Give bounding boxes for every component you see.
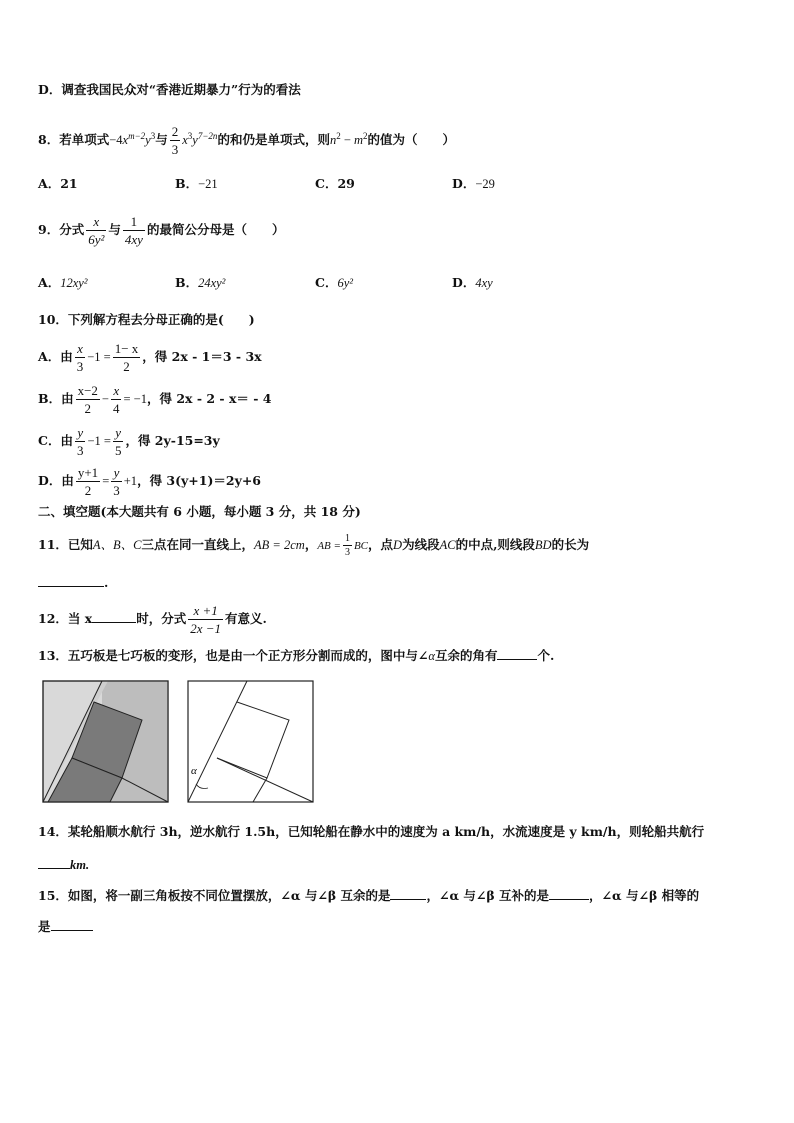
q8-suffix: 的值为（ ） (367, 132, 456, 147)
q9-option-b: B．24xy² (175, 275, 226, 290)
q9-f2-den: 4xy (124, 232, 143, 247)
q8-var-x: x (122, 133, 129, 147)
q8-var-y: y (145, 133, 151, 147)
q15-blank-2[interactable] (549, 888, 589, 900)
q9-prefix: 9．分式 (38, 222, 85, 237)
q9-stem (38, 214, 284, 247)
q8-frac-num: 2 (171, 124, 179, 139)
q9-option-d: D．4xy (452, 275, 493, 290)
q9-suffix: 的最简公分母是（ ） (146, 222, 285, 237)
q13-figure-outline (187, 680, 315, 804)
q14-stem: 14．某轮船顺水航行 3h，逆水航行 1.5h，已知轮船在静水中的速度为 a km/h，水流速度是 y km/h，则轮船共航行 (38, 824, 705, 839)
q8-var-m: m (354, 133, 364, 147)
section-heading: 二、填空题(本大题共有 6 小题，每小题 3 分，共 18 分) (38, 504, 361, 519)
q13-blank[interactable] (497, 648, 537, 660)
q12-blank[interactable] (92, 611, 136, 623)
q9-fraction-2 (123, 214, 145, 247)
q8-mid: 与 (155, 132, 168, 147)
q13-alpha-label: α (191, 765, 197, 777)
q9-option-a: A．12xy² (38, 275, 88, 290)
q8-exp-b: 7−2n (197, 130, 218, 141)
q10-option-c: C．由 $\frac{y}{3}$ −1 = $\frac{y}{5}$ ，得 2y-15=3y (38, 425, 220, 458)
q8-frac-den: 3 (171, 142, 179, 157)
q14-answer-line: km. (38, 857, 89, 872)
q7-option-d: D．调查我国民众对“香港近期暴力”行为的看法 (38, 82, 301, 97)
q14-blank[interactable] (38, 857, 70, 869)
q8-exp-2a: 2 (336, 130, 341, 141)
q8-fraction (170, 124, 181, 157)
q8-option-b: B．−21 (175, 176, 218, 191)
q15-blank-1[interactable] (390, 888, 426, 900)
q8-stem: 8．若单项式$-4x^{m-2}y^3$与 $\frac{2}{3}$ $x^3y^{7-2n}$的和仍是单项式，则$n^2 - m^2$的值为（ ） (38, 124, 456, 157)
q10-stem: 10．下列解方程去分母正确的是( ) (38, 312, 255, 327)
q12-stem: 12．当 x 时，分式 $\frac{x +1}{2x -1}$ 有意义. (38, 603, 267, 636)
q9-f1-den: 6y² (88, 232, 105, 247)
q15-answer-line: 是 (38, 919, 93, 934)
q10-option-b: B．由 $\frac{x-2}{2}$ − $\frac{x}{4}$ = −1，得 2x - 2 - x＝ - 4 (38, 383, 272, 416)
q15-stem: 15．如图，将一副三角板按不同位置摆放，∠α 与∠β 互余的是 ，∠α 与∠β 互补的是 ，∠α 与∠β 相等的 (38, 888, 700, 903)
q8-coef: −4 (109, 133, 123, 147)
q8-option-a: A．21 (38, 176, 78, 191)
q8-minus: − (340, 133, 355, 147)
q8-exp-2b: 2 (363, 130, 368, 141)
q11-blank[interactable] (38, 575, 104, 587)
q9-f1-num: x (86, 214, 106, 231)
q8-var-y2: y (192, 133, 198, 147)
q11-answer-line: . (38, 575, 108, 590)
q10-option-d: D．由 $\frac{y+1}{2}$ = $\frac{y}{3}$ +1，得 3(y+1)＝2y+6 (38, 465, 262, 498)
q9-f2-num: 1 (123, 214, 145, 231)
q9-fraction-1 (86, 214, 106, 247)
q13-figure-shaded (42, 680, 170, 804)
q8-mid2: 的和仍是单项式，则 (217, 132, 330, 147)
q8-prefix: 8．若单项式 (38, 132, 110, 147)
q13-stem: 13．五巧板是七巧板的变形，也是由一个正方形分割而成的，图中与∠α互余的角有 个. (38, 648, 555, 663)
q8-exp-a: m−2 (128, 130, 146, 141)
q8-var-x2: x (182, 133, 188, 147)
q9-mid: 与 (108, 222, 121, 237)
q10-option-a: A．由 $\frac{x}{3}$ −1 = $\frac{1- x}{2}$ ，得 2x - 1＝3 - 3x (38, 341, 262, 374)
q15-blank-3[interactable] (51, 919, 93, 931)
q8-var-n: n (329, 133, 337, 147)
q11-stem: 11．已知A、B、C三点在同一直线上，AB = 2cm，AB = $\frac{1}{3}$ BC，点D为线段AC的中点,则线段BD的长为 (38, 533, 590, 558)
q9-option-c: C．6y² (315, 275, 353, 290)
q8-option-c: C．29 (315, 176, 355, 191)
q8-exp-3: 3 (150, 130, 156, 141)
q8-option-d: D．−29 (452, 176, 495, 191)
